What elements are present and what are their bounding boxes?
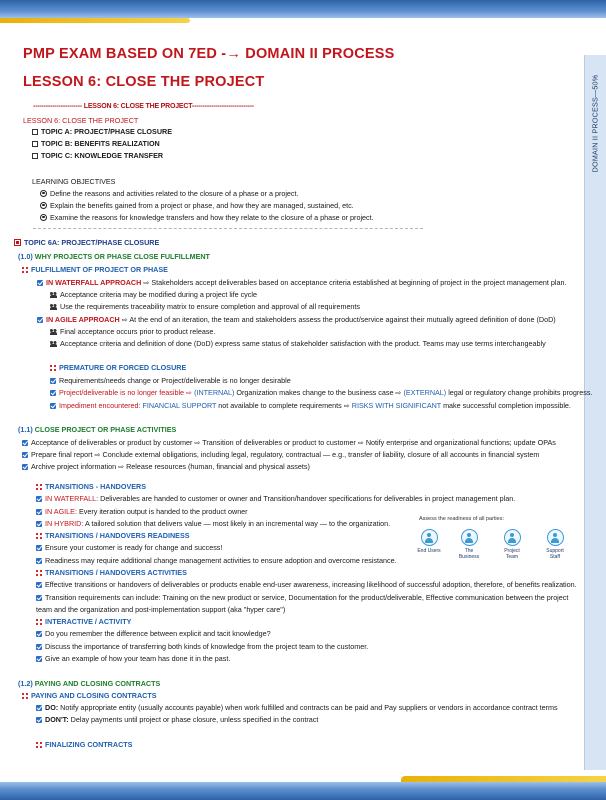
activities-item: Effective transitions or handovers of deliverables or products enable end-user awareness, increasing likelihood of successful adoption, therefore, of benefits realization. bbox=[36, 580, 577, 589]
interactive-heading: INTERACTIVE / ACTIVITY bbox=[36, 617, 131, 626]
objective-item: Define the reasons and activities related to the closure of a phase or a project. bbox=[40, 189, 299, 198]
business-icon bbox=[461, 529, 478, 546]
agile-subitem: Acceptance criteria and definition of done (DoD) express same status of stakeholder satisfaction with the product. Teams may use terms interchangeably bbox=[50, 339, 546, 348]
activity-item: Acceptance of deliverables or product by customer ⇨ Transition of deliverables or product to customer ⇨ Notify enterprise and organizational functions; update OPAs bbox=[22, 438, 556, 447]
check-icon bbox=[22, 464, 28, 470]
check-icon bbox=[36, 496, 42, 502]
fulfillment-heading: FULFILLMENT OF PROJECT OR PHASE bbox=[22, 265, 168, 274]
check-icon bbox=[36, 656, 42, 662]
interactive-item: Discuss the importance of transferring both kinds of knowledge from the project team to the customer. bbox=[36, 642, 368, 651]
grid-icon bbox=[36, 742, 42, 748]
contract-dont-item: DON'T: Delay payments until project or phase closure, unless specified in the contract bbox=[36, 715, 318, 724]
transition-item: IN HYBRID: A tailored solution that delivers value — most likely in an incremental way — to the organization. bbox=[36, 519, 390, 528]
contract-do-item: DO: Notify appropriate entity (usually accounts payable) when work fulfilled and contracts can be paid and Pay suppliers or vendors in accordance contract terms bbox=[36, 703, 558, 712]
check-icon bbox=[50, 403, 56, 409]
support-icon bbox=[547, 529, 564, 546]
check-icon bbox=[36, 558, 42, 564]
transition-item: IN AGILE: Every iteration output is handed to the product owner bbox=[36, 507, 248, 516]
check-icon bbox=[36, 717, 42, 723]
party-project-team: Project Team bbox=[498, 529, 526, 560]
activities-item-continued: team and the organization and post-implementation support (aka "hyper care") bbox=[36, 605, 286, 614]
grid-icon bbox=[22, 693, 28, 699]
lesson-title: LESSON 6: CLOSE THE PROJECT bbox=[23, 74, 265, 90]
people-icon bbox=[50, 341, 57, 347]
premature-heading: PREMATURE OR FORCED CLOSURE bbox=[50, 363, 186, 372]
overview-heading: LESSON 6: CLOSE THE PROJECT bbox=[23, 116, 139, 125]
paying-heading: PAYING AND CLOSING CONTRACTS bbox=[22, 691, 157, 700]
target-icon bbox=[40, 202, 47, 209]
interactive-item: Do you remember the difference between explicit and tacit knowledge? bbox=[36, 629, 271, 638]
grid-icon bbox=[22, 267, 28, 273]
transition-item: IN WATERFALL: Deliverables are handed to customer or owner and Transition/handover specifications for deliverables in project management plan. bbox=[36, 494, 515, 503]
check-icon bbox=[36, 705, 42, 711]
section-1-1-heading: (1.1) CLOSE PROJECT OR PHASE ACTIVITIES bbox=[18, 425, 177, 434]
check-icon bbox=[36, 509, 42, 515]
topic-item: TOPIC A: PROJECT/PHASE CLOSURE bbox=[32, 127, 172, 136]
objective-item: Explain the benefits gained from a project or phase, and how they are managed, sustained, etc. bbox=[40, 201, 354, 210]
checkbox-icon bbox=[32, 153, 38, 159]
topic-item: TOPIC B: BENEFITS REALIZATION bbox=[32, 139, 160, 148]
activity-item: Archive project information ⇨ Release resources (human, financial and physical assets) bbox=[22, 462, 310, 471]
topic-icon bbox=[14, 239, 21, 246]
interactive-item: Give an example of how your team has done it in the past. bbox=[36, 654, 230, 663]
waterfall-subitem: Use the requirements traceability matrix to ensure completion and approval of all requirements bbox=[50, 302, 360, 311]
lesson-divider: ----------------------- LESSON 6: CLOSE THE PROJECT----------------------------- bbox=[33, 103, 254, 110]
check-icon bbox=[36, 644, 42, 650]
section-divider bbox=[33, 228, 423, 229]
grid-icon bbox=[36, 533, 42, 539]
check-icon bbox=[37, 317, 43, 323]
objective-item: Examine the reasons for knowledge transfers and how they relate to the closure of a phase or project. bbox=[40, 213, 374, 222]
check-icon bbox=[36, 582, 42, 588]
target-icon bbox=[40, 214, 47, 221]
target-icon bbox=[40, 190, 47, 197]
party-end-users: End Users bbox=[415, 529, 443, 554]
waterfall-item: IN WATERFALL APPROACH ⇨ Stakeholders accept deliverables based on acceptance criteria established at beginning of project in the project management plan. bbox=[37, 278, 566, 287]
side-tab-label: DOMAIN II PROCESS—50% bbox=[590, 74, 600, 172]
premature-item: Project/deliverable is no longer feasible ⇨ (INTERNAL) Organization makes change to the business case ⇨ (EXTERNAL) legal or regulatory change prohibits progress. bbox=[50, 388, 592, 397]
grid-icon bbox=[36, 570, 42, 576]
grid-icon bbox=[36, 484, 42, 490]
transitions-heading: TRANSITIONS - HANDOVERS bbox=[36, 482, 146, 491]
people-icon bbox=[50, 329, 57, 335]
grid-icon bbox=[50, 365, 56, 371]
topic-6a-title: TOPIC 6A: PROJECT/PHASE CLOSURE bbox=[14, 238, 159, 247]
check-icon bbox=[36, 545, 42, 551]
people-icon bbox=[50, 292, 57, 298]
check-icon bbox=[36, 521, 42, 527]
checkbox-icon bbox=[32, 141, 38, 147]
party-the-business: The Business bbox=[455, 529, 483, 560]
check-icon bbox=[22, 452, 28, 458]
activity-item: Prepare final report ⇨ Conclude external obligations, including legal, regulatory, contractual — e.g., transfer of liability, closure of all accounts in financial system bbox=[22, 450, 539, 459]
activities-item: Transition requirements can include: Training on the new product or service, Documentation for the product/deliverable, Effective communication between the project bbox=[36, 593, 568, 602]
activities-heading: TRANSITIONS / HANDOVERS ACTIVITIES bbox=[36, 568, 187, 577]
check-icon bbox=[36, 595, 42, 601]
agile-item: IN AGILE APPROACH ⇨ At the end of an iteration, the team and stakeholders assess the product/service against their mutually agreed definition of done (DoD) bbox=[37, 315, 556, 324]
check-icon bbox=[36, 631, 42, 637]
bottom-banner bbox=[0, 782, 606, 800]
user-icon bbox=[421, 529, 438, 546]
section-1-2-heading: (1.2) PAYING AND CLOSING CONTRACTS bbox=[18, 679, 161, 688]
grid-icon bbox=[36, 619, 42, 625]
waterfall-subitem: Acceptance criteria may be modified during a project life cycle bbox=[50, 290, 257, 299]
check-icon bbox=[50, 390, 56, 396]
party-support-staff: Support Staff bbox=[541, 529, 569, 560]
premature-item: Impediment encountered: FINANCIAL SUPPORT not available to complete requirements ⇨ RISKS WITH SIGNIFICANT make successful completion impossible. bbox=[50, 401, 571, 410]
team-icon bbox=[504, 529, 521, 546]
readiness-item: Ensure your customer is ready for change and success! bbox=[36, 543, 222, 552]
objectives-heading: LEARNING OBJECTIVES bbox=[32, 177, 116, 186]
check-icon bbox=[22, 440, 28, 446]
checkbox-icon bbox=[32, 129, 38, 135]
check-icon bbox=[50, 378, 56, 384]
check-icon bbox=[37, 280, 43, 286]
topic-item: TOPIC C: KNOWLEDGE TRANSFER bbox=[32, 151, 163, 160]
readiness-heading: TRANSITIONS / HANDOVERS READINESS bbox=[36, 531, 190, 540]
section-1-0-heading: (1.0) WHY PROJECTS OR PHASE CLOSE FULFILLMENT bbox=[18, 252, 210, 261]
readiness-panel-title: Assess the readiness of all parties: bbox=[419, 516, 504, 522]
readiness-item: Readiness may require additional change management activities to ensure adoption and overcome resistance. bbox=[36, 556, 397, 565]
premature-item: Requirements/needs change or Project/deliverable is no longer desirable bbox=[50, 376, 291, 385]
people-icon bbox=[50, 304, 57, 310]
document-title: PMP EXAM BASED ON 7ED -→ DOMAIN II PROCESS bbox=[23, 46, 395, 62]
agile-subitem: Final acceptance occurs prior to product release. bbox=[50, 327, 215, 336]
finalizing-heading: FINALIZING CONTRACTS bbox=[36, 740, 132, 749]
